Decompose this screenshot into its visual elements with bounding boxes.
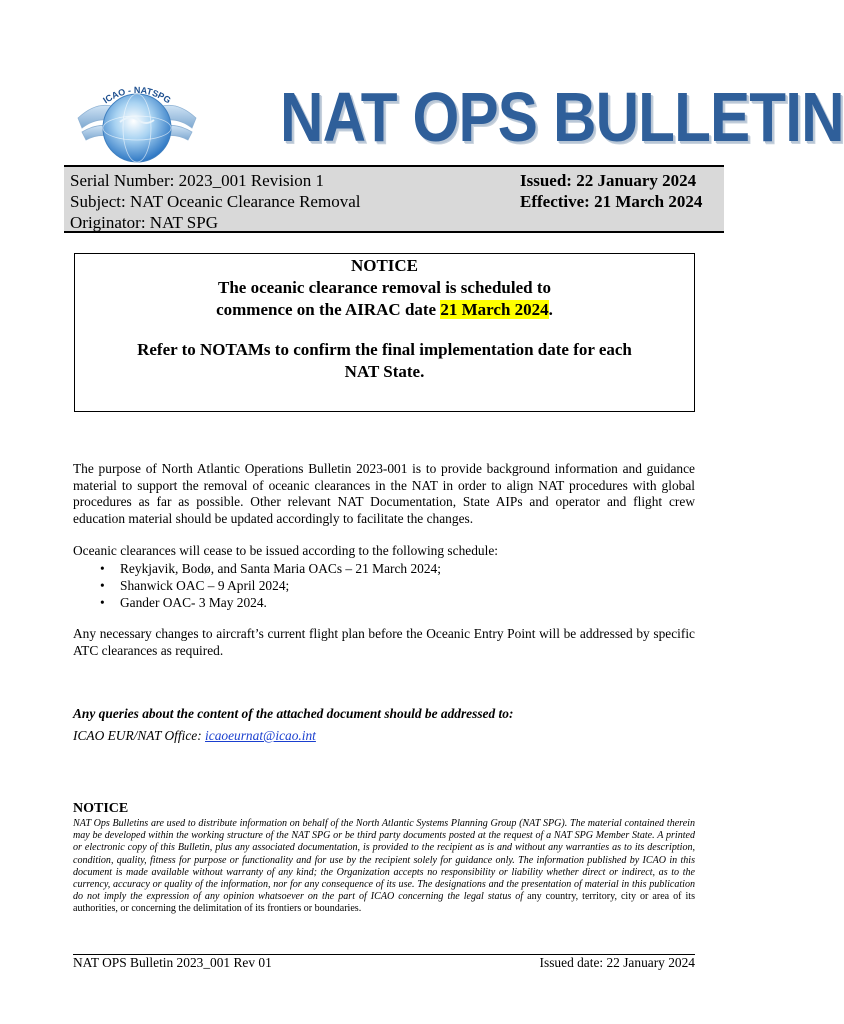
notice-box [74,253,695,412]
subject: Subject: NAT Oceanic Clearance Removal [70,192,361,211]
notice-line-2-text: commence on the AIRAC date [216,300,441,319]
disclaimer-plain-text: any country, territory, city or area of its authorities, or concerning the delimitation of its frontiers or boundaries. [73,891,696,915]
list-item: • Reykjavik, Bodø, and Santa Maria OACs – 21 March 2024; [100,560,441,577]
effective-date: Effective: 21 March 2024 [520,192,703,211]
highlighted-date: 21 March 2024 [440,300,549,319]
footer-issued-date: Issued date: 22 January 2024 [539,955,695,970]
schedule-intro: Oceanic clearances will cease to be issued according to the following schedule: [73,543,498,558]
bulletin-info-bar [64,165,724,233]
disclaimer-heading: NOTICE [73,801,129,816]
notice-line-2-end: . [548,300,553,319]
contact-email-link[interactable]: icaoeurnat@icao.int [205,728,316,743]
footer-bulletin-id: NAT OPS Bulletin 2023_001 Rev 01 [73,955,272,970]
notam-refer-line-1: Refer to NOTAMs to confirm the final implementation date for each [137,340,632,359]
contact-line [73,728,316,744]
notice-line-2 [75,299,694,321]
bulletin-title: NAT OPS BULLETIN [280,78,844,156]
disclaimer-italic-text: NAT Ops Bulletins are used to distribute information on behalf of the North Atlantic Systems Planning Group (NAT SPG). The material contained therein may be developed within the working structure of the NAT SPG or be third party documents posted at the request of a NAT SPG Member State. A printed or electronic copy of this Bulletin, plus any associated documentation, is provided to the recipient as is and without any warranties as to its description, condition, quality, fitness for purpose or functionality and for use by the recipient solely for guidance only. The information published by ICAO in this document is made available without warranty of any kind; the Organization accepts no responsibility or liability whether direct or indirect, as to the currency, accuracy or quality of the information, nor for any consequence of its use. The designations and the presentation of material in this publication do not imply the expression of any opinion whatsoever on the part of ICAO concerning the legal status of [73,818,695,903]
notice-line-1: The oceanic clearance removal is scheduled to [217,278,552,297]
flight-plan-changes-paragraph: Any necessary changes to aircraft’s current flight plan before the Oceanic Entry Point will be addressed by specific ATC clearances as required. [73,626,695,658]
purpose-paragraph: The purpose of North Atlantic Operations Bulletin 2023-001 is to provide background information and guidance material to support the removal of oceanic clearances in the NAT in order to align NAT procedures with global procedures as far as possible. Other relevant NAT Documentation, State AIPs and operator and flight crew education material should be updated accordingly to facilitate the changes. [73,461,695,526]
contact-office: ICAO EUR/NAT Office: [73,728,206,743]
issued-date: Issued: 22 January 2024 [520,171,697,190]
serial-number: Serial Number: 2023_001 Revision 1 [70,171,325,190]
logo-text: ICAO - NATSPG [101,84,173,106]
list-item: • Gander OAC- 3 May 2024. [100,594,441,611]
originator: Originator: NAT SPG [70,213,218,232]
queries-heading: Any queries about the content of the attached document should be addressed to: [73,706,514,721]
disclaimer-text [73,818,695,916]
notice-heading: NOTICE [350,256,419,275]
list-item: • Shanwick OAC – 9 April 2024; [100,577,441,594]
icao-natspg-logo [72,74,202,170]
schedule-list [100,560,441,611]
notam-refer-line-2: NAT State. [344,362,425,381]
